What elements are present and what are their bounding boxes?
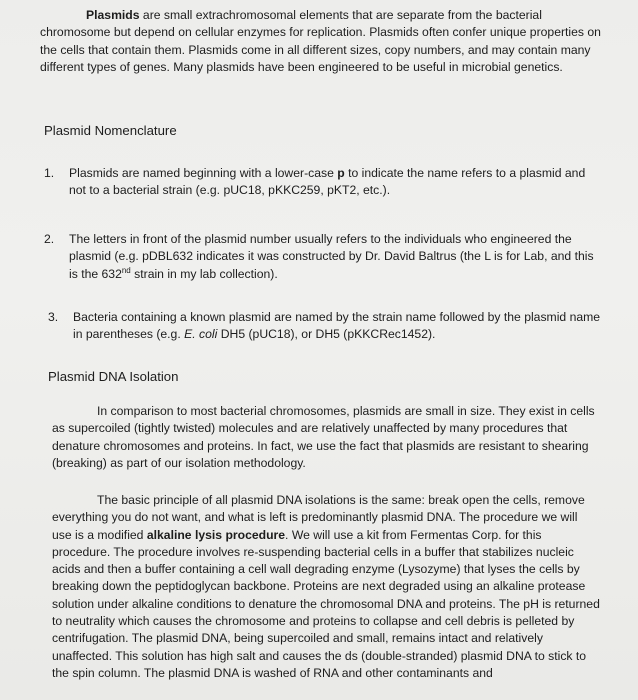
nomenclature-heading: Plasmid Nomenclature (44, 123, 177, 138)
intro-lead-word: Plasmids (86, 8, 140, 22)
ordinal-suffix: nd (121, 265, 131, 275)
list-item-number: 1. (44, 166, 55, 180)
list-item (44, 165, 604, 200)
list-item-text: Plasmids are named beginning with a lower-case p to indicate the name refers to a plasmid and not to a bacterial strain (e.g. pUC18, pKKC259, pKT2, etc.). (69, 166, 586, 198)
alkaline-lysis-term: alkaline lysis procedure (146, 527, 286, 542)
isolation-paragraph-1: In comparison to most bacterial chromosomes, plasmids are small in size. They exist in cells as supercoiled (tightly twisted) molecules and are relatively unaffected by many procedures that denature chromosomes and proteins. In fact, we use the fact that plasmids are resistant to shearing (breaking) as part of our isolation methodology. (52, 404, 595, 470)
list-item (48, 309, 608, 344)
list-item-text: The letters in front of the plasmid number usually refers to the individuals who engineered the plasmid (e.g. pDBL632 indicates it was constructed by Dr. David Baltrus (the L is for Lab, and this is the 632nd strain in my lab collection). (69, 232, 594, 281)
list-item-number: 2. (44, 232, 55, 246)
list-item-number: 3. (48, 310, 59, 324)
intro-paragraph (40, 7, 610, 76)
list-item (44, 231, 604, 283)
intro-text: are small extrachromosomal elements that are separate from the bacterial chromosome but depend on cellular enzymes for replication. Plasmids often confer unique properties on the cells that contain them. Plasmids come in all different sizes, copy numbers, and may contain many different types of genes. Many plasmids have been engineered to be useful in microbial genetics. (40, 8, 601, 74)
isolation-paragraph-2: The basic principle of all plasmid DNA isolations is the same: break open the cells, remove everything you do not want, and what is left is predominantly plasmid DNA. The procedure we will use is a modified alkaline lysis procedure. We will use a kit from Fermentas Corp. for this procedure. The procedure involves re-suspending bacterial cells in a buffer that stabilizes nucleic acids and then a buffer containing a cell wall degrading enzyme (Lysozyme) that lyses the cells by breaking down the peptidoglycan backbone. Proteins are next degraded using an alkaline protease solution under alkaline conditions to denature the chromosomal DNA and proteins. The pH is returned to neutrality which causes the chromosome and proteins to collapse and cell debris is pelleted by centrifugation. The plasmid DNA, being supercoiled and small, remains intact and relatively unaffected. This solution has high salt and causes the ds (double-stranded) plasmid DNA to stick to the spin column. The plasmid DNA is washed of RNA and other contaminants and (52, 493, 600, 680)
species-name: E. coli (184, 327, 218, 342)
list-item-text: Bacteria containing a known plasmid are named by the strain name followed by the plasmid name in parentheses (e.g. E. coli DH5 (pUC18), or DH5 (pKKCRec1452). (73, 310, 601, 342)
isolation-heading: Plasmid DNA Isolation (48, 369, 179, 384)
bold-p: p (337, 166, 345, 180)
